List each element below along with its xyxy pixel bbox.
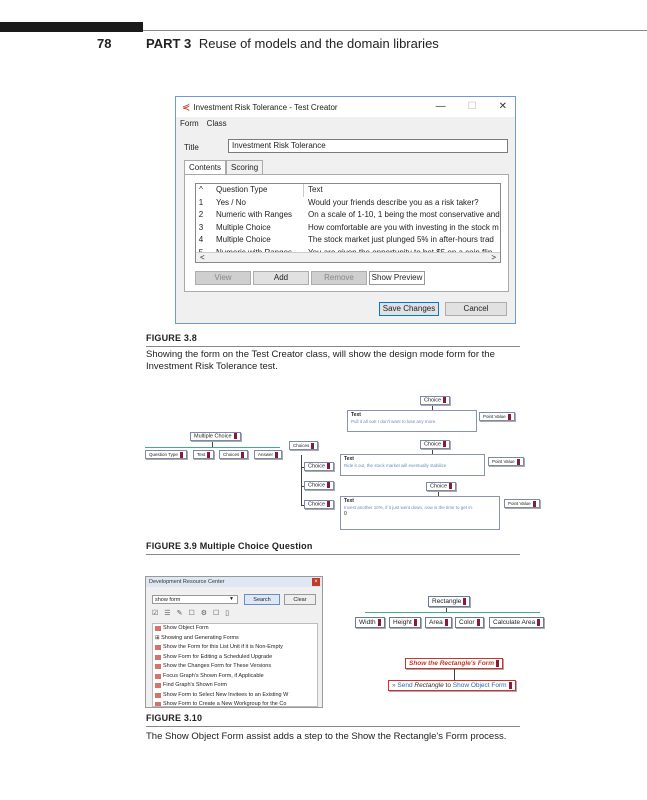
tab-scoring[interactable]: Scoring <box>226 160 263 174</box>
choice-node[interactable]: Choice <box>426 482 456 491</box>
chevron-down-icon[interactable]: ▼ <box>229 596 234 602</box>
form-icon <box>155 645 161 650</box>
figure-3-8-label: FIGURE 3.8 <box>146 333 198 343</box>
question-type-field[interactable]: Question Type <box>145 450 187 459</box>
row-number: 4 <box>198 235 204 244</box>
tab-strip <box>184 160 263 174</box>
row-type: Multiple Choice <box>216 222 271 232</box>
clear-button[interactable]: Clear <box>284 594 316 605</box>
title-label: Title <box>184 143 199 152</box>
expand-icon[interactable]: ⊞ <box>155 634 162 641</box>
tab-body <box>184 174 509 292</box>
checkbox-icon[interactable]: ☑ <box>152 610 159 617</box>
form-icon <box>155 674 161 679</box>
list-icon[interactable]: ☰ <box>164 610 171 617</box>
point-value-field[interactable]: Point Value <box>479 412 515 421</box>
row-text: The stock market just plunged 5% in after-hours trad <box>308 235 494 244</box>
figure-rule <box>146 554 520 555</box>
form-icon <box>155 693 161 698</box>
choice-node[interactable]: Choice <box>420 440 450 449</box>
row-number: 1 <box>198 197 204 207</box>
grid-buttons <box>195 271 425 285</box>
figure-3-9-label: FIGURE 3.9 Multiple Choice Question <box>146 541 313 551</box>
rectangle-node[interactable]: Rectangle <box>428 596 470 607</box>
choice-detail: Text Pull it all out! I don't want to lose any more. <box>347 410 477 432</box>
header-rule <box>143 30 647 31</box>
part-title: Reuse of models and the domain libraries <box>198 36 439 51</box>
menu-class[interactable]: Class <box>206 119 227 128</box>
list-item[interactable]: Show Object Form <box>153 624 317 634</box>
close-icon[interactable]: ✕ <box>498 101 507 112</box>
text-field[interactable]: Text <box>193 450 214 459</box>
drc-title: Development Resource Center <box>146 577 322 587</box>
page-number: 78 <box>97 36 112 51</box>
horizontal-scrollbar[interactable] <box>196 252 500 262</box>
figure-rule <box>146 346 520 347</box>
row-text: Would your friends describe you as a risk taker? <box>308 197 479 207</box>
table-row[interactable] <box>196 234 500 247</box>
process-node[interactable]: Show the Rectangle's Form <box>405 658 503 669</box>
add-button[interactable]: Add <box>253 271 309 285</box>
maximize-icon[interactable]: ☐ <box>467 101 477 112</box>
save-changes-button[interactable]: Save Changes <box>379 302 439 316</box>
list-item[interactable]: ⊞ Showing and Generating Forms <box>155 634 239 641</box>
show-preview-button[interactable]: Show Preview <box>369 271 425 285</box>
row-type: Numeric with Ranges <box>216 210 293 219</box>
point-value-field[interactable]: Point Value <box>504 499 540 508</box>
tools-icon[interactable]: ✎ <box>176 610 183 617</box>
close-icon[interactable]: × <box>312 578 320 586</box>
choice-node[interactable]: Choice <box>304 462 334 471</box>
tab-contents[interactable]: Contents <box>184 160 226 174</box>
choice-detail: Text Invest another 10%, if it just went down, now is the time to get in. 0 <box>340 496 500 530</box>
list-item[interactable]: Show Form to Select New Invitees to an Existing W <box>153 691 317 701</box>
figure-3-10-label: FIGURE 3.10 <box>146 713 203 723</box>
part-label: PART 3 <box>146 36 192 51</box>
figure-rule <box>146 726 520 727</box>
grid-header <box>196 184 500 197</box>
area-field[interactable]: Area <box>425 617 452 628</box>
figure-3-10-caption: The Show Object Form assist adds a step to the Show the Rectangle's Form process. <box>146 731 507 742</box>
minimize-icon[interactable]: — <box>435 101 446 112</box>
scroll-right-icon[interactable]: > <box>491 253 496 262</box>
app-logo-icon: ⋞ <box>182 101 191 113</box>
questions-grid <box>195 183 501 263</box>
results-list <box>152 623 318 707</box>
multiple-choice-node[interactable]: Multiple Choice <box>190 432 241 441</box>
cancel-button[interactable]: Cancel <box>445 302 507 316</box>
choice-detail: Text Ride it out, the stock market will eventually stabilize <box>340 454 485 476</box>
list-item[interactable]: Find Graph's Shown Form <box>153 681 317 691</box>
column-question-type[interactable]: Question Type <box>206 184 304 197</box>
checkbox-icon[interactable]: ☐ <box>213 610 220 617</box>
column-text[interactable]: Text <box>308 185 323 194</box>
form-icon <box>155 655 161 660</box>
point-value-field[interactable]: Point Value <box>488 457 524 466</box>
form-icon <box>155 683 161 688</box>
choices-field[interactable]: Choices <box>219 450 248 459</box>
search-button[interactable]: Search <box>244 594 280 605</box>
list-item[interactable]: Focus Graph's Shown Form, if Applicable <box>153 672 317 682</box>
window-title: Investment Risk Tolerance - Test Creator <box>193 102 338 112</box>
document-icon[interactable]: ▯ <box>225 610 230 617</box>
menu-bar <box>180 119 227 128</box>
height-field[interactable]: Height <box>389 617 421 628</box>
list-item[interactable]: Show Form for Editing a Scheduled Upgrade <box>153 653 317 663</box>
scroll-left-icon[interactable]: < <box>200 253 205 262</box>
calculate-area-field[interactable]: Calculate Area <box>489 617 544 628</box>
header-bar <box>0 22 143 32</box>
row-text: How comfortable are you with investing in the stock m <box>308 222 499 232</box>
view-button[interactable]: View <box>195 271 251 285</box>
sort-icon[interactable]: ^ <box>199 185 203 194</box>
remove-button[interactable]: Remove <box>311 271 367 285</box>
row-number: 3 <box>198 222 204 232</box>
window-controls <box>436 101 507 112</box>
table-row[interactable] <box>196 222 500 235</box>
choices-list-node[interactable]: Choices <box>289 441 318 450</box>
development-resource-center <box>145 576 323 708</box>
table-row[interactable] <box>196 209 500 222</box>
color-field[interactable]: Color <box>455 617 484 628</box>
list-item[interactable]: Show the Changes Form for These Versions <box>153 662 317 672</box>
list-item[interactable]: Show the Form for this List Unit if it is Non-Empty <box>153 643 317 653</box>
form-icon <box>155 664 161 669</box>
answer-field[interactable]: Answer <box>254 450 282 459</box>
row-text: On a scale of 1-10, 1 being the most conservative and <box>308 210 500 219</box>
title-input[interactable]: Investment Risk Tolerance <box>228 139 508 153</box>
table-row[interactable] <box>196 197 500 210</box>
menu-form[interactable]: Form <box>180 119 199 128</box>
list-item[interactable]: Show Form to Create a New Workgroup for the Co <box>153 700 317 707</box>
choice-node[interactable]: Choice <box>304 500 334 509</box>
row-number: 2 <box>198 210 204 219</box>
width-field[interactable]: Width <box>355 617 385 628</box>
row-type: Yes / No <box>216 197 246 207</box>
checkbox-icon[interactable]: ☐ <box>188 610 195 617</box>
test-creator-window <box>175 96 516 324</box>
settings-icon[interactable]: ⚙ <box>200 610 207 617</box>
form-icon <box>155 702 161 707</box>
figure-3-8-caption: Showing the form on the Test Creator class, will show the design mode form for the Investment Risk Tolerance test. <box>146 349 495 372</box>
choice-node[interactable]: Choice <box>304 481 334 490</box>
form-icon <box>155 626 161 631</box>
row-type: Multiple Choice <box>216 235 271 244</box>
choice-node[interactable]: Choice <box>420 396 450 405</box>
send-step-node[interactable]: » Send Rectangle to Show Object Form <box>388 680 516 691</box>
running-head <box>146 36 439 51</box>
drc-toolbar <box>152 609 229 617</box>
search-input[interactable]: show form <box>152 595 238 604</box>
